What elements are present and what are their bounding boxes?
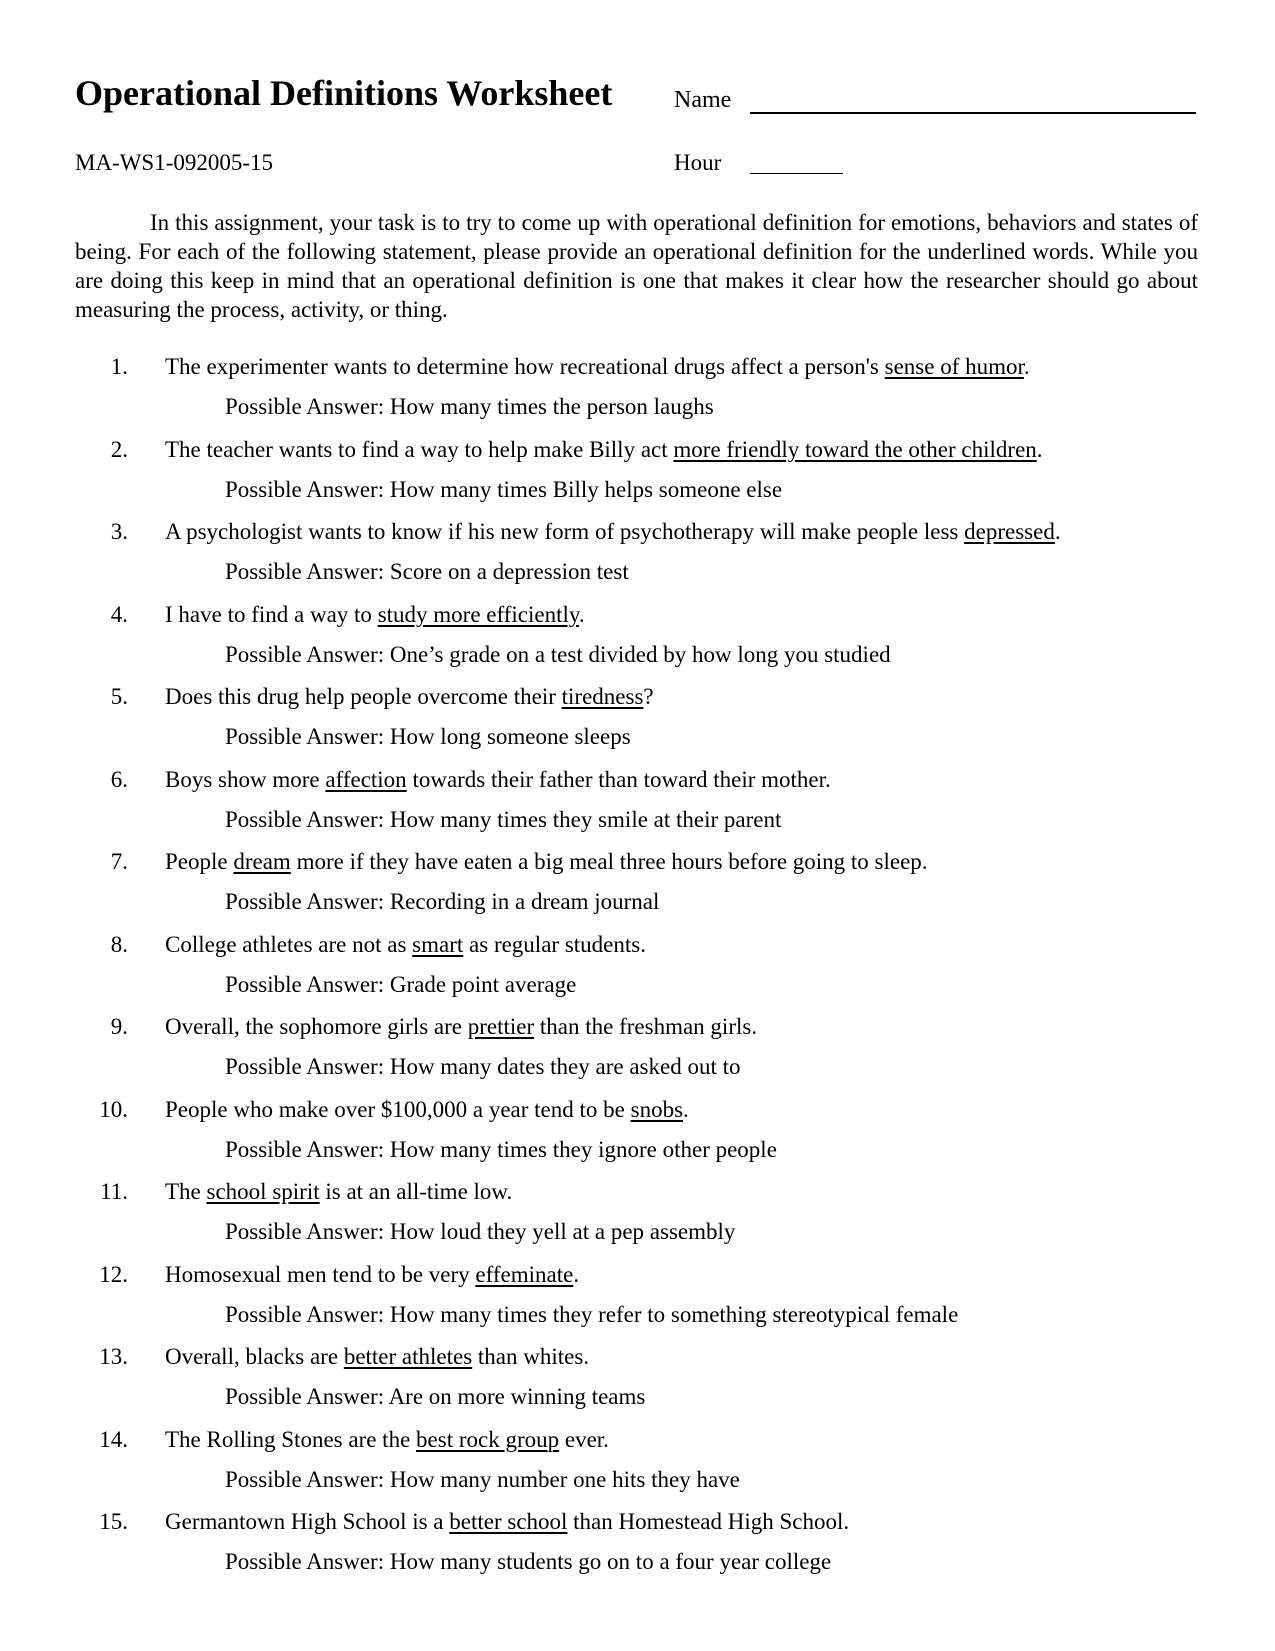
question-item	[0, 519, 1275, 602]
question-number: 7.	[110, 849, 128, 874]
possible-answer: Possible Answer: Grade point average	[225, 971, 577, 997]
question-statement	[165, 1427, 609, 1453]
possible-answer: Possible Answer: How many times the person laughs	[225, 394, 714, 419]
question-number: 14.	[99, 1426, 128, 1452]
question-number: 9.	[110, 1014, 128, 1039]
question-item	[0, 684, 1275, 767]
question-number: 10.	[99, 1096, 128, 1122]
underlined-term: tiredness	[561, 684, 644, 709]
possible-answer: Possible Answer: One’s grade on a test divided by how long you studied	[225, 641, 891, 667]
possible-answer: Possible Answer: Are on more winning teams	[225, 1384, 646, 1409]
statement-after: .	[1023, 354, 1030, 379]
underlined-term: snobs	[630, 1096, 684, 1122]
statement-before: The experimenter wants to determine how recreational drugs affect a person's	[165, 354, 885, 379]
statement-before: The	[165, 1179, 207, 1204]
statement-after: towards their father than toward their mother.	[406, 766, 831, 792]
statement-after: as regular students.	[463, 931, 646, 957]
underlined-term: better athletes	[343, 1344, 473, 1369]
underlined-term: smart	[412, 931, 464, 957]
statement-after: .	[683, 1096, 689, 1122]
statement-after: .	[578, 601, 585, 627]
question-number: 11.	[100, 1179, 128, 1204]
question-number: 13.	[99, 1344, 128, 1369]
statement-before: Does this drug help people overcome their	[165, 684, 562, 709]
page-title: Operational Definitions Worksheet	[75, 73, 613, 113]
question-statement	[165, 1179, 512, 1205]
statement-before: Boys show more	[165, 766, 326, 792]
statement-before: People who make over $100,000 a year tend to be	[165, 1096, 631, 1122]
question-statement	[165, 767, 831, 793]
question-statement	[165, 849, 928, 875]
question-statement	[165, 437, 1043, 463]
underlined-term: school spirit	[206, 1179, 320, 1204]
statement-before: Overall, the sophomore girls are	[165, 1014, 468, 1039]
statement-after: than whites.	[472, 1344, 590, 1369]
underlined-term: affection	[325, 766, 407, 792]
underlined-term: sense of humor	[884, 354, 1024, 379]
question-statement	[165, 1344, 589, 1370]
question-item	[0, 1262, 1275, 1345]
question-number: 15.	[99, 1509, 128, 1534]
hour-field[interactable]	[750, 173, 843, 174]
statement-before: I have to find a way to	[165, 601, 378, 627]
statement-before: The Rolling Stones are the	[165, 1426, 417, 1452]
question-number: 2.	[110, 436, 128, 462]
possible-answer: Possible Answer: How many dates they are asked out to	[225, 1054, 741, 1079]
question-item	[0, 767, 1275, 850]
underlined-term: more friendly toward the other children	[673, 436, 1037, 462]
possible-answer: Possible Answer: Recording in a dream journal	[225, 889, 660, 914]
possible-answer: Possible Answer: How many times they refer to something stereotypical female	[225, 1301, 959, 1327]
possible-answer: Possible Answer: Score on a depression test	[225, 559, 629, 584]
name-label: Name	[674, 87, 732, 113]
question-item	[0, 849, 1275, 932]
question-statement	[165, 1014, 757, 1040]
underlined-term: effeminate	[475, 1261, 574, 1287]
question-statement	[165, 932, 646, 958]
question-item	[0, 1097, 1275, 1180]
question-item	[0, 1509, 1275, 1592]
question-number: 12.	[99, 1261, 128, 1287]
underlined-term: best rock group	[416, 1426, 560, 1452]
statement-after: .	[1036, 436, 1043, 462]
hour-label: Hour	[674, 150, 722, 175]
question-number: 6.	[110, 766, 128, 792]
underlined-term: study more efficiently	[377, 601, 579, 627]
possible-answer: Possible Answer: How many times they smile at their parent	[225, 806, 782, 832]
statement-after: .	[1054, 519, 1061, 544]
question-statement	[165, 1097, 689, 1123]
question-item	[0, 932, 1275, 1015]
question-statement	[165, 519, 1061, 545]
statement-after: .	[573, 1261, 580, 1287]
question-item	[0, 1344, 1275, 1427]
statement-before: People	[165, 849, 234, 874]
question-statement	[165, 602, 585, 628]
possible-answer: Possible Answer: How many students go on to a four year college	[225, 1549, 832, 1574]
question-statement	[165, 1509, 849, 1535]
statement-after: ?	[643, 684, 654, 709]
statement-before: The teacher wants to find a way to help make Billy act	[165, 436, 674, 462]
underlined-term: depressed	[964, 519, 1055, 544]
possible-answer: Possible Answer: How many number one hits they have	[225, 1466, 740, 1492]
statement-before: Germantown High School is a	[165, 1509, 450, 1534]
intro-paragraph: In this assignment, your task is to try to come up with operational definition for emotions, behaviors and states of being. For each of the following statement, please provide an operational definition for the underlined words. While you are doing this keep in mind that an operational definition is one that makes it clear how the researcher should go about measuring the process, activity, or thing.	[75, 210, 1198, 322]
question-item	[0, 602, 1275, 685]
question-item	[0, 1014, 1275, 1097]
statement-before: A psychologist wants to know if his new form of psychotherapy will make people less	[165, 519, 965, 544]
question-statement	[165, 1262, 579, 1288]
question-number: 1.	[110, 354, 128, 379]
question-number: 5.	[110, 684, 128, 709]
question-number: 3.	[110, 519, 128, 544]
question-item	[0, 1427, 1275, 1510]
question-statement	[165, 354, 1030, 380]
possible-answer: Possible Answer: How many times they ignore other people	[225, 1136, 777, 1162]
statement-before: Homosexual men tend to be very	[165, 1261, 476, 1287]
underlined-term: better school	[449, 1509, 568, 1534]
statement-after: ever.	[559, 1426, 609, 1452]
question-item	[0, 1179, 1275, 1262]
statement-after: than the freshman girls.	[534, 1014, 758, 1039]
question-statement	[165, 684, 654, 710]
possible-answer: Possible Answer: How long someone sleeps	[225, 724, 631, 749]
question-number: 8.	[110, 931, 128, 957]
statement-after: is at an all-time low.	[319, 1179, 513, 1204]
name-field[interactable]	[750, 112, 1196, 114]
question-item	[0, 437, 1275, 520]
question-item	[0, 354, 1275, 437]
underlined-term: prettier	[467, 1014, 535, 1039]
statement-before: College athletes are not as	[165, 931, 413, 957]
statement-before: Overall, blacks are	[165, 1344, 344, 1369]
question-number: 4.	[110, 601, 128, 627]
question-list	[0, 354, 1275, 1592]
statement-after: more if they have eaten a big meal three hours before going to sleep.	[290, 849, 928, 874]
underlined-term: dream	[233, 849, 291, 874]
possible-answer: Possible Answer: How loud they yell at a pep assembly	[225, 1219, 736, 1244]
statement-after: than Homestead High School.	[567, 1509, 850, 1534]
document-id: MA-WS1-092005-15	[75, 150, 274, 175]
possible-answer: Possible Answer: How many times Billy helps someone else	[225, 476, 783, 502]
